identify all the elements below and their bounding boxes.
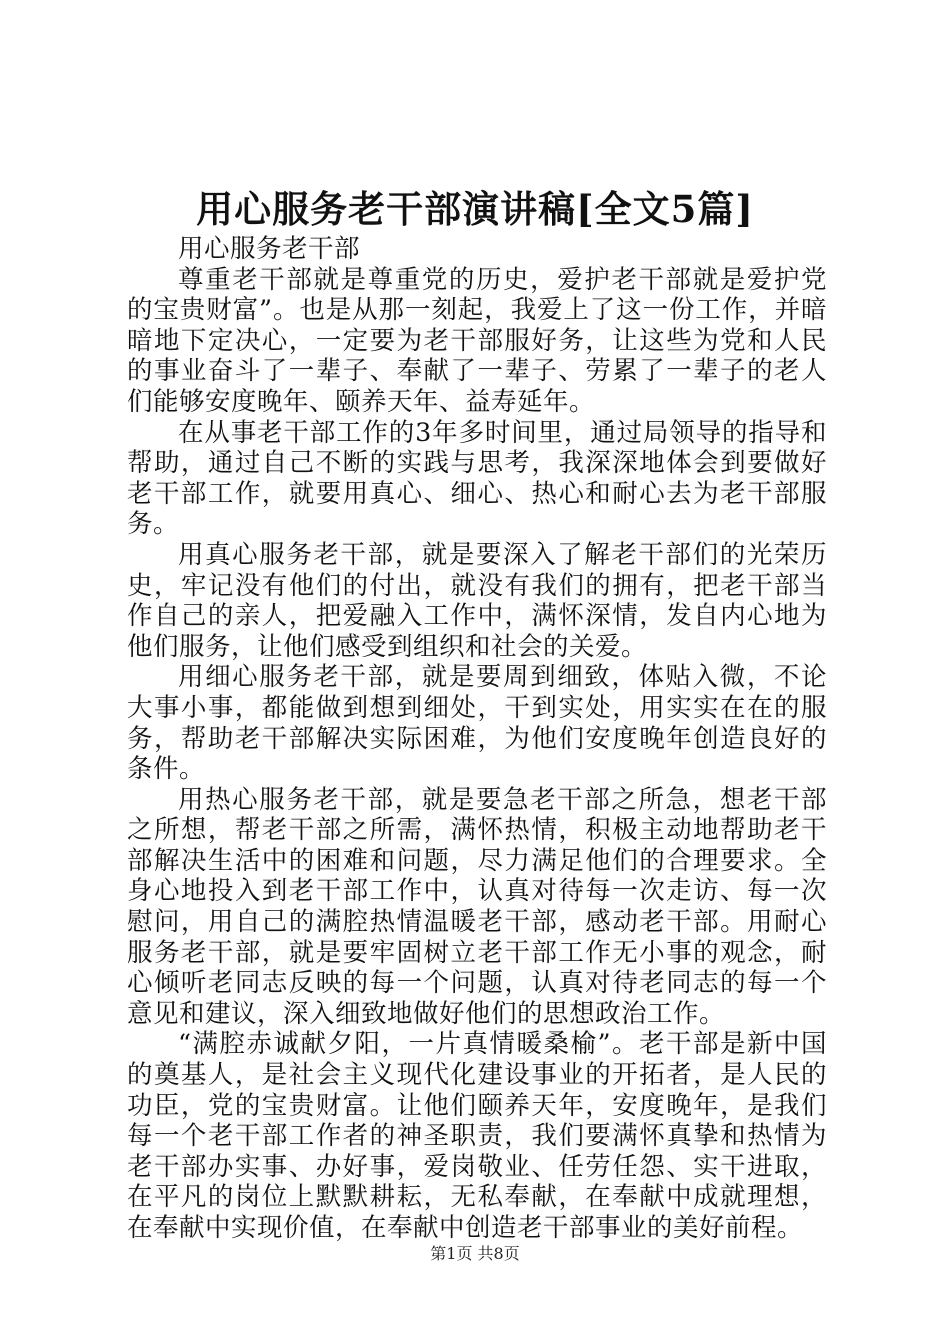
paragraph-3: 用真心服务老干部，就是要深入了解老干部们的光荣历史，牢记没有他们的付出，就没有我们的拥有，把老干部当作自己的亲人，把爱融入工作中，满怀深情，发自内心地为他们服务，让他们感受到组织和社会的关爱。 — [127, 539, 827, 662]
page-title: 用心服务老干部演讲稿[全文5篇] — [196, 187, 754, 231]
page-footer — [0, 1244, 950, 1264]
page-indicator: 第1页 共8页 — [430, 1244, 520, 1263]
paragraph-6: “满腔赤诚献夕阳，一片真情暖桑榆”。老干部是新中国的奠基人，是社会主义现代化建设事业的开拓者，是人民的功臣，党的宝贵财富。让他们颐养天年，安度晚年，是我们每一个老干部工作者的神圣职责，我们要满怀真挚和热情为老干部办实事、办好事，爱岗敬业、任劳任怨、实干进取，在平凡的岗位上默默耕耘，无私奉献，在奉献中成就理想，在奉献中实现价值，在奉献中创造老干部事业的美好前程。 — [127, 1029, 827, 1243]
paragraph-1: 尊重老干部就是尊重党的历史，爱护老干部就是爱护党的宝贵财富”。也是从那一刻起，我爱上了这一份工作，并暗暗地下定决心，一定要为老干部服好务，让这些为党和人民的事业奋斗了一辈子、奉献了一辈子、劳累了一辈子的老人们能够安度晚年、颐养天年、益寿延年。 — [127, 264, 827, 417]
paragraph-5: 用热心服务老干部，就是要急老干部之所急，想老干部之所想，帮老干部之所需，满怀热情，积极主动地帮助老干部解决生活中的困难和问题，尽力满足他们的合理要求。全身心地投入到老干部工作中，认真对待每一次走访、每一次慰问，用自己的满腔热情温暖老干部，感动老干部。用耐心服务老干部，就是要牢固树立老干部工作无小事的观念，耐心倾听老同志反映的每一个问题，认真对待老同志的每一个意见和建议，深入细致地做好他们的思想政治工作。 — [127, 784, 827, 1029]
paragraph-4: 用细心服务老干部，就是要周到细致，体贴入微，不论大事小事，都能做到想到细处，干到实处，用实实在在的服务，帮助老干部解决实际困难，为他们安度晚年创造良好的条件。 — [127, 662, 827, 785]
document-body — [127, 234, 827, 1244]
section-subtitle: 用心服务老干部 — [178, 234, 361, 264]
paragraph-2: 在从事老干部工作的3年多时间里，通过局领导的指导和帮助，通过自己不断的实践与思考，我深深地体会到要做好老干部工作，就要用真心、细心、热心和耐心去为老干部服务。 — [127, 417, 827, 540]
